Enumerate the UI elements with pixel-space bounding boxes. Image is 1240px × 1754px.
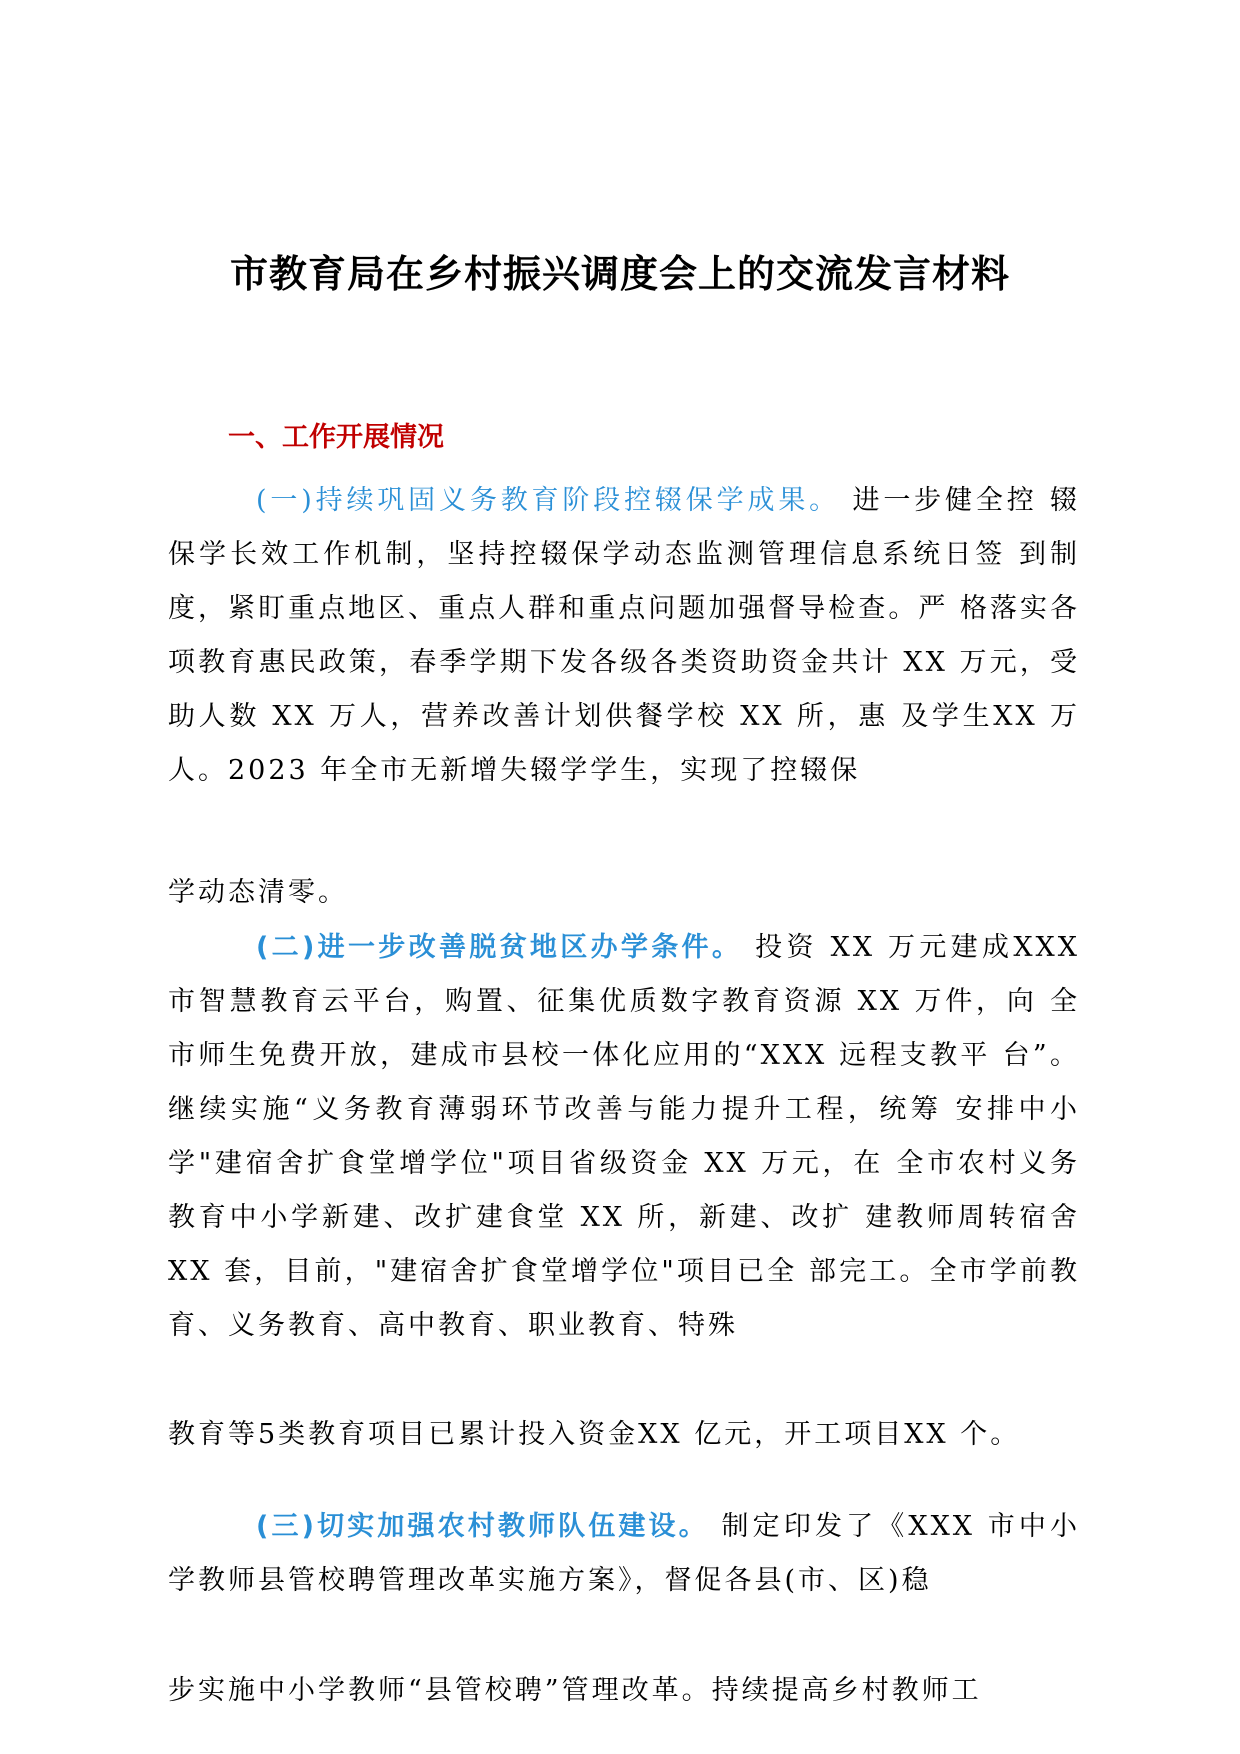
- paragraph-1-continuation: 学动态清零。: [168, 877, 348, 908]
- paragraph-1-body: 进一步健全控 辍保学长效工作机制，坚持控辍保学动态监测管理信息系统日签 到制度，紧盯重点地区、重点人群和重点问题加强督导检查。严 格落实各项教育惠民政策，春季学期下发各级各类资助资金共计 XX 万元，受助人数 XX 万人，营养改善计划供餐学校 XX 所，惠 及学生XX 万人。2023 年全市无新增失辍学学生，实现了控辍保: [168, 485, 1080, 786]
- paragraph-3: [168, 1500, 1080, 1608]
- paragraph-1: [168, 474, 1080, 798]
- paragraph-3-continuation: 步实施中小学教师“县管校聘”管理改革。持续提高乡村教师工: [168, 1675, 982, 1706]
- subheading-3: (三)切实加强农村教师队伍建设。: [256, 1511, 709, 1542]
- section-heading: 一、工作开展情况: [228, 422, 444, 453]
- paragraph-2-body: 投资 XX 万元建成XXX 市智慧教育云平台，购置、征集优质数字教育资源 XX 万件，向 全市师生免费开放，建成市县校一体化应用的“XXX 远程支教平 台”。继续实施“义务教育薄弱环节改善与能力提升工程，统筹 安排中小学"建宿舍扩食堂增学位"项目省级资金 XX 万元，在 全市农村义务教育中小学新建、改扩建食堂 XX 所，新建、改扩 建教师周转宿舍XX 套，目前，"建宿舍扩食堂增学位"项目已全 部完工。全市学前教育、义务教育、高中教育、职业教育、特殊: [168, 932, 1080, 1341]
- subheading-2: (二)进一步改善脱贫地区办学条件。: [256, 932, 743, 963]
- paragraph-3-body: 制定印发了《XXX 市中小学教师县管校聘管理改革实施方案》，督促各县(市、区)稳: [168, 1511, 1080, 1596]
- paragraph-2-continuation: 教育等5类教育项目已累计投入资金XX 亿元，开工项目XX 个。: [168, 1419, 1021, 1450]
- document-title: 市教育局在乡村振兴调度会上的交流发言材料: [229, 252, 1010, 296]
- paragraph-2: [168, 921, 1080, 1353]
- subheading-1: (一)持续巩固义务教育阶段控辍保学成果。: [256, 485, 841, 516]
